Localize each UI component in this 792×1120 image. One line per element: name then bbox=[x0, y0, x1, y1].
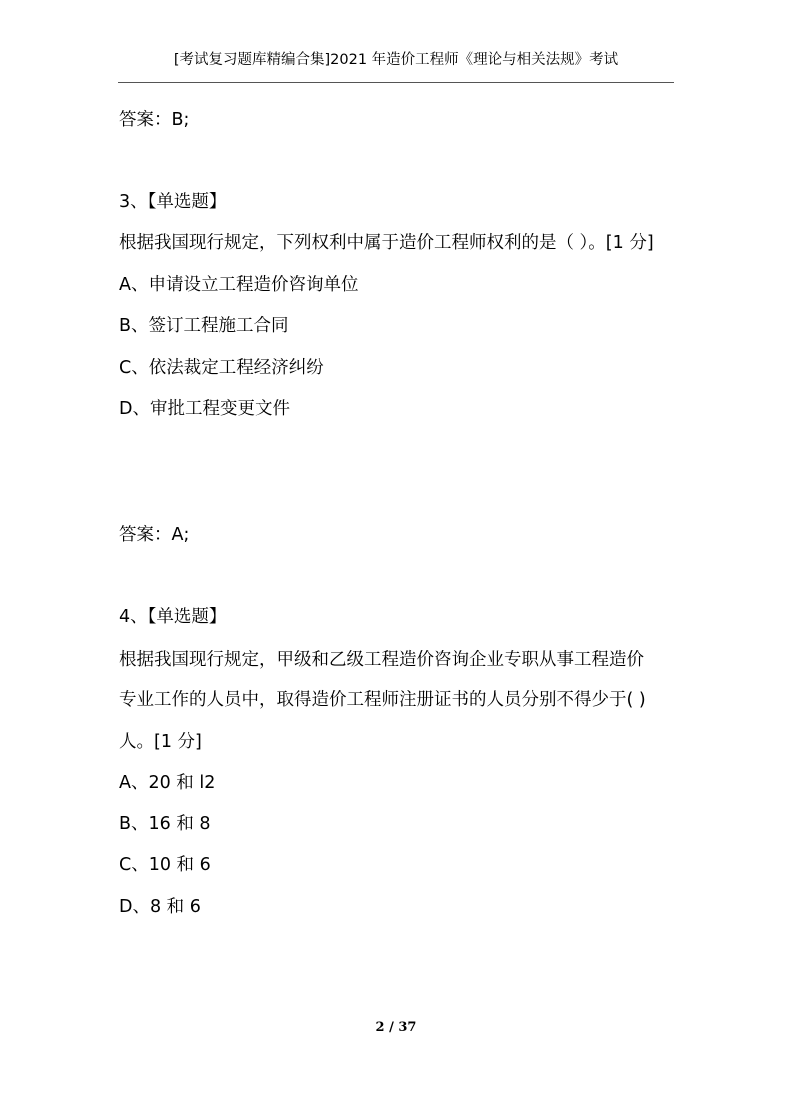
page-header: [考试复习题库精编合集]2021 年造价工程师《理论与相关法规》考试 bbox=[173, 52, 619, 68]
answer-text: 答案：B; bbox=[119, 110, 190, 130]
question-stem: 专业工作的人员中，取得造价工程师注册证书的人员分别不得少于( ) bbox=[119, 690, 646, 710]
option: B、签订工程施工合同 bbox=[119, 316, 289, 336]
question-stem: 人。[1 分] bbox=[119, 732, 202, 752]
option: A、申请设立工程造价咨询单位 bbox=[119, 275, 359, 295]
question-stem: 根据我国现行规定，甲级和乙级工程造价咨询企业专职从事工程造价 bbox=[119, 650, 644, 670]
option: C、依法裁定工程经济纠纷 bbox=[119, 358, 324, 378]
question-heading: 3、【单选题】 bbox=[119, 192, 227, 212]
option: C、10 和 6 bbox=[119, 855, 211, 875]
header-divider bbox=[118, 82, 674, 83]
question-stem: 根据我国现行规定，下列权利中属于造价工程师权利的是（ ）。[1 分] bbox=[119, 233, 654, 253]
page-number: 2 / 37 bbox=[375, 1020, 417, 1035]
answer-text: 答案：A; bbox=[119, 525, 190, 545]
question-heading: 4、【单选题】 bbox=[119, 607, 227, 627]
option: D、8 和 6 bbox=[119, 897, 201, 917]
option: A、20 和 l2 bbox=[119, 773, 216, 793]
option: B、16 和 8 bbox=[119, 814, 211, 834]
option: D、审批工程变更文件 bbox=[119, 399, 290, 419]
